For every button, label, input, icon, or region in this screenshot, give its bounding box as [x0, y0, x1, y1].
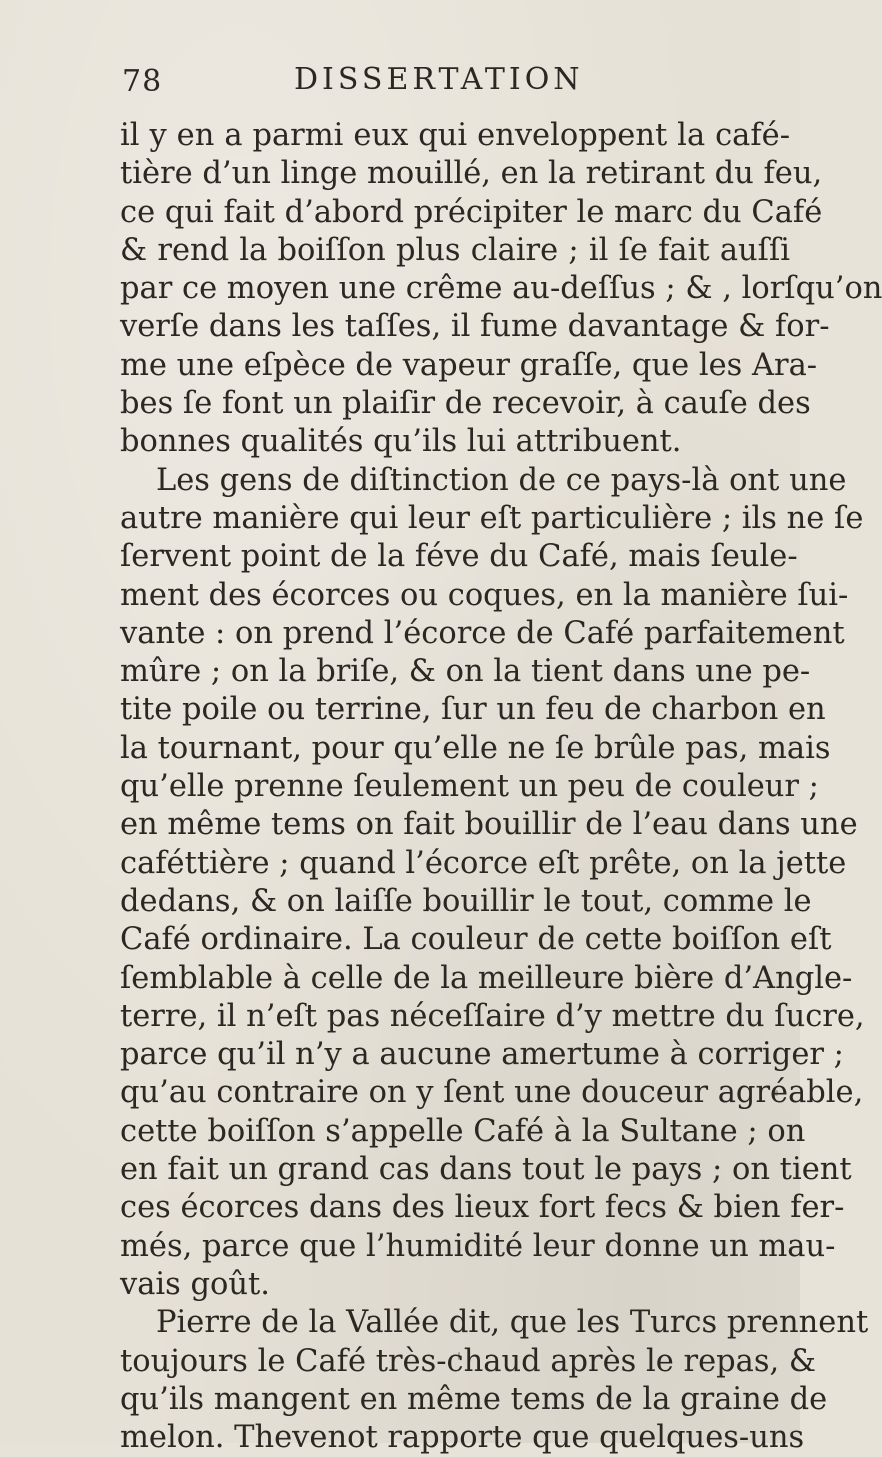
text-line: parce qu’il n’y a aucune amertume à corriger ; [120, 1037, 844, 1073]
paper-speck [458, 1352, 460, 1360]
text-line: bonnes qualités qu’ils lui attribuent. [120, 424, 682, 460]
text-line: par ce moyen une crême au-deſſus ; & , lorſqu’on [120, 271, 882, 307]
text-line: mûre ; on la briſe, & on la tient dans une pe- [120, 654, 811, 690]
body-text [120, 117, 882, 1457]
text-line: caféttière ; quand l’écorce eſt prête, on la jette [120, 845, 847, 881]
text-line: toujours le Café très-chaud après le repas, & [120, 1343, 817, 1379]
text-line: cette boiſſon s’appelle Café à la Sultane ; on [120, 1113, 806, 1149]
text-line: vais goût. [120, 1266, 270, 1302]
text-line: tière d’un linge mouillé, en la retirant du feu, [120, 156, 823, 192]
text-line: ſervent point de la féve du Café, mais ſeule- [120, 539, 798, 575]
text-line: me une eſpèce de vapeur graſſe, que les Ara- [120, 347, 818, 383]
page-header [0, 62, 800, 112]
text-line: dedans, & on laiſſe bouillir le tout, comme le [120, 883, 812, 919]
running-head: DISSERTATION [294, 62, 584, 97]
text-line: ces écorces dans des lieux fort fecs & bien fer- [120, 1190, 845, 1226]
paper-speck [622, 1405, 624, 1409]
text-line: Café ordinaire. La couleur de cette boiſſon eſt [120, 922, 832, 958]
text-line: en fait un grand cas dans tout le pays ; on tient [120, 1152, 852, 1188]
text-line: vante : on prend l’écorce de Café parfaitement [120, 615, 845, 651]
text-line: Les gens de diſtinction de ce pays-là ont une [156, 462, 847, 498]
text-line: qu’elle prenne ſeulement un peu de couleur ; [120, 769, 819, 805]
page-number: 78 [122, 64, 163, 99]
text-line: ſemblable à celle de la meilleure bière d’Angle- [120, 960, 853, 996]
text-line: Pierre de la Vallée dit, que les Turcs prennent [156, 1305, 869, 1341]
text-line: verſe dans les taſſes, il fume davantage & for- [120, 309, 830, 345]
text-line: qu’ils mangent en même tems de la graine de [120, 1381, 828, 1417]
text-line: més, parce que l’humidité leur donne un mau- [120, 1228, 836, 1264]
text-line: ment des écorces ou coques, en la manière ſui- [120, 577, 849, 613]
text-line: terre, il n’eſt pas néceſſaire d’y mettre du ſucre, [120, 998, 865, 1034]
text-line: & rend la boiſſon plus claire ; il ſe fait auſſi [120, 232, 790, 268]
text-line: tite poile ou terrine, ſur un feu de charbon en [120, 692, 826, 728]
text-line: ce qui fait d’abord précipiter le marc du Café [120, 194, 823, 230]
text-line: autre manière qui leur eſt particulière ; ils ne ſe [120, 500, 864, 536]
text-line: melon. Thevenot rapporte que quelques-uns [120, 1420, 805, 1456]
text-line: qu’au contraire on y ſent une douceur agréable, [120, 1075, 864, 1111]
text-line: la tournant, pour qu’elle ne ſe brûle pas, mais [120, 730, 831, 766]
text-line: il y en a parmi eux qui enveloppent la café- [120, 118, 790, 153]
paper-speck [775, 1090, 778, 1096]
text-line: en même tems on fait bouillir de l’eau dans une [120, 807, 858, 843]
text-line: bes ſe font un plaiſir de recevoir, à cauſe des [120, 386, 811, 422]
